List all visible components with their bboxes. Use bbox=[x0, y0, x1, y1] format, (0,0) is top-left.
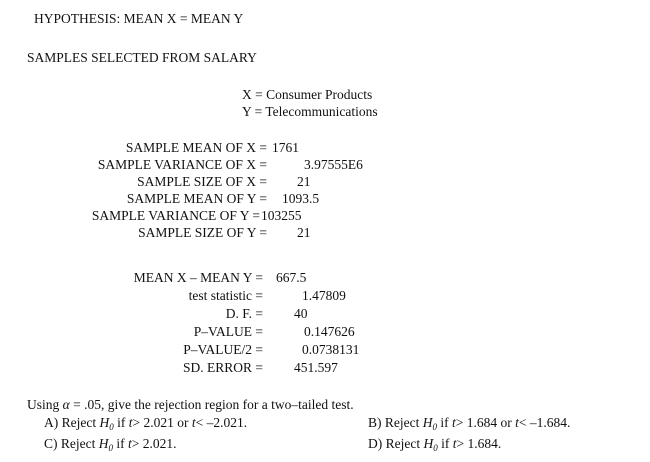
answer-option-c[interactable]: C) Reject $H_0$ if t> 2.021. bbox=[44, 436, 177, 453]
samples-heading: SAMPLES SELECTED FROM SALARY bbox=[27, 50, 257, 65]
h0-symbol: $H_0$ bbox=[423, 436, 438, 453]
stat-value: 21 bbox=[297, 174, 311, 189]
stat-value: 40 bbox=[294, 306, 308, 321]
answer-option-d[interactable]: D) Reject $H_0$ if t> 1.684. bbox=[368, 436, 502, 453]
stat-label: SAMPLE MEAN OF Y = bbox=[126, 191, 267, 206]
variable-x-definition: X = Consumer Products bbox=[242, 87, 373, 102]
h0-symbol: $H_0$ bbox=[98, 436, 113, 453]
alpha-symbol: α bbox=[62, 397, 70, 412]
question-text: Using α = .05, give the rejection region for a two–tailed test. bbox=[27, 397, 354, 412]
stat-label: SAMPLE VARIANCE OF X = bbox=[97, 157, 267, 172]
stat-label: P–VALUE/2 = bbox=[183, 342, 263, 357]
stat-value: 1093.5 bbox=[282, 191, 320, 206]
variable-y-definition: Y = Telecommunications bbox=[242, 104, 378, 119]
h0-symbol: $H_0$ bbox=[99, 415, 114, 432]
stat-value: 103255 bbox=[261, 208, 302, 223]
stat-label: SAMPLE MEAN OF X = bbox=[125, 140, 267, 155]
stat-value: 1761 bbox=[272, 140, 299, 155]
stat-label: P–VALUE = bbox=[193, 324, 263, 339]
answer-option-a[interactable]: A) Reject $H_0$ if t> 2.021 or t< –2.021. bbox=[44, 415, 248, 432]
stat-value: 0.147626 bbox=[304, 324, 355, 339]
stat-label: MEAN X – MEAN Y = bbox=[133, 270, 263, 285]
stat-label: SAMPLE VARIANCE OF Y = bbox=[91, 208, 260, 223]
answer-option-b[interactable]: B) Reject $H_0$ if t> 1.684 or t< –1.684. bbox=[368, 415, 571, 432]
stat-value: 451.597 bbox=[294, 360, 338, 375]
stat-label: SD. ERROR = bbox=[182, 360, 263, 375]
stat-value: 21 bbox=[297, 225, 311, 240]
stat-value: 0.0738131 bbox=[302, 342, 360, 357]
stat-value: 667.5 bbox=[276, 270, 307, 285]
h0-symbol: $H_0$ bbox=[422, 415, 437, 432]
stat-label: SAMPLE SIZE OF X = bbox=[137, 174, 267, 189]
stat-value: 3.97555E6 bbox=[304, 157, 363, 172]
stat-label: D. F. = bbox=[225, 306, 263, 321]
stat-label: SAMPLE SIZE OF Y = bbox=[138, 225, 267, 240]
stat-label: test statistic = bbox=[188, 288, 263, 303]
stat-value: 1.47809 bbox=[302, 288, 346, 303]
hypothesis-heading: HYPOTHESIS: MEAN X = MEAN Y bbox=[34, 11, 244, 26]
